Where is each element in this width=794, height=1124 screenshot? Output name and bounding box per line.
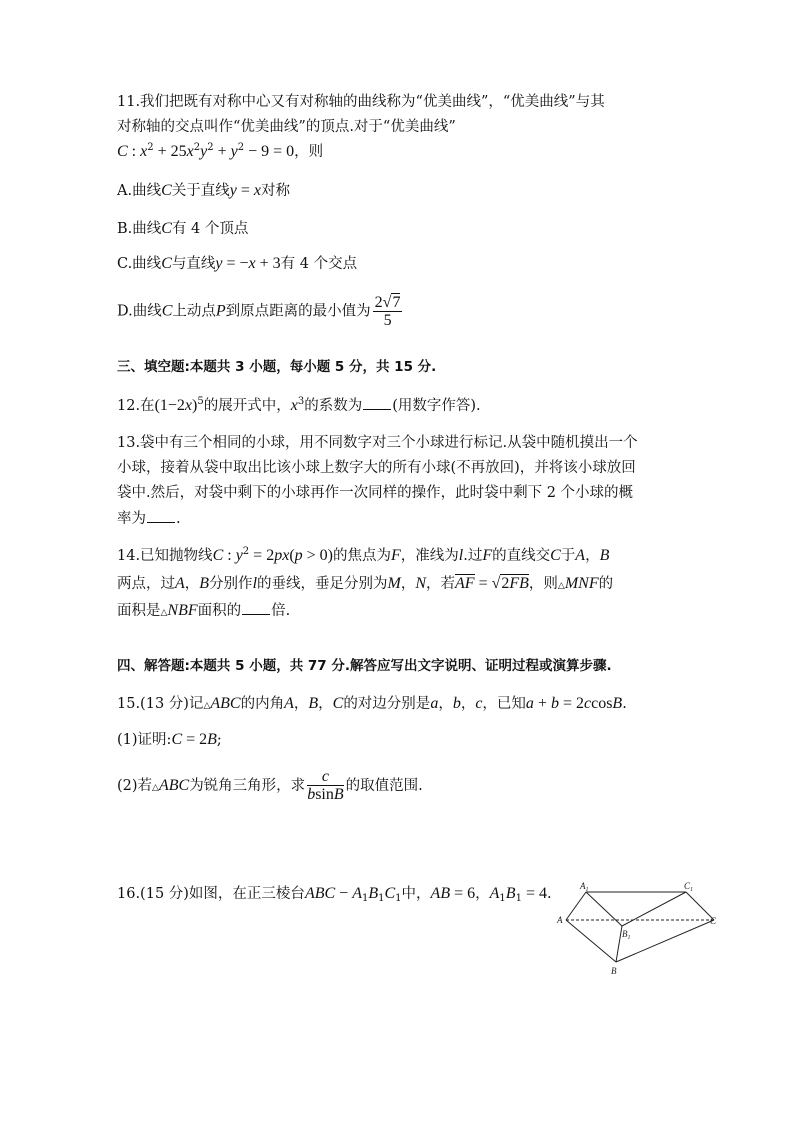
label-A1: $A_1$ [580, 881, 589, 893]
q11-option-b: B.曲线C有 4 个顶点 [117, 220, 249, 237]
q16-stem: 16.(15 分)如图，在正三棱台ABC − $A_1B_1C_1$中，AB = 6，$A_1B_1 = 4$. [117, 885, 552, 904]
label-C: C [710, 916, 717, 926]
q13-line2: 小球，接着从袋中取出比该小球上数字大的所有小球(不再放回)，并将该小球放回 [117, 460, 636, 476]
section-3-heading: 三、填空题:本题共 3 小题，每小题 5 分，共 15 分. [117, 359, 437, 375]
q15-stem: 15.(13 分)记△ABC的内角A，B，C的对边分别是a，b，c，已知a + b = 2ccosB. [117, 695, 627, 712]
section-4-heading: 四、解答题:本题共 5 小题，共 77 分.解答应写出文字说明、证明过程或演算步骤. [117, 658, 612, 674]
q14-line1: 14.已知抛物线C : $y^2 = 2px(p > 0)$的焦点为F，准线为l.过F的直线交C于A，B [117, 546, 610, 564]
q15-part1: (1)证明:C = 2B; [117, 731, 222, 748]
label-C1: $C_1$ [684, 881, 694, 893]
q12: 12.在$(1-2x)^5$的展开式中，$x^3$的系数为 (用数字作答). [117, 396, 481, 414]
frustum-figure [554, 880, 724, 980]
label-B1: $B_1$ [622, 929, 631, 941]
q15-part2: (2)若△ABC为锐角三角形，求 $\frac{c}{bsinB}$ 的取值范围. [117, 768, 423, 803]
q13-blank[interactable] [147, 508, 175, 523]
q13-line1: 13.袋中有三个相同的小球，用不同数字对三个小球进行标记.从袋中随机摸出一个 [117, 435, 638, 451]
q11-option-c: C.曲线C与直线y = −x + 3有 4 个交点 [117, 255, 358, 272]
q11-option-a: A.曲线C关于直线y = x对称 [117, 182, 291, 199]
label-A: A [557, 915, 563, 925]
q11-option-d: D.曲线C上动点P到原点距离的最小值为 $\frac{2√7}{5}$ [117, 294, 401, 329]
q11-line2: 对称轴的交点叫作“优美曲线”的顶点.对于“优美曲线” [117, 119, 456, 135]
q11-line1: 11.我们把既有对称中心又有对称轴的曲线称为“优美曲线”，“优美曲线”与其 [117, 94, 605, 110]
q14-line3: 面积是△NBF面积的 倍. [117, 602, 291, 619]
q12-blank[interactable] [363, 395, 391, 410]
q11-equation: C : $x^2 + 25x^2y^2 + y^2 - 9 = 0$，则 [117, 142, 324, 160]
q14-blank[interactable] [242, 600, 270, 615]
q13-line3: 袋中.然后，对袋中剩下的小球再作一次同样的操作，此时袋中剩下 2 个小球的概 [117, 485, 634, 501]
label-B: B [611, 966, 617, 976]
q14-line2: 两点，过A，B分别作l的垂线，垂足分别为M，N，若AF = √2FB，则△MNF的 [117, 575, 614, 592]
q13-line4: 率为 . [117, 508, 181, 529]
